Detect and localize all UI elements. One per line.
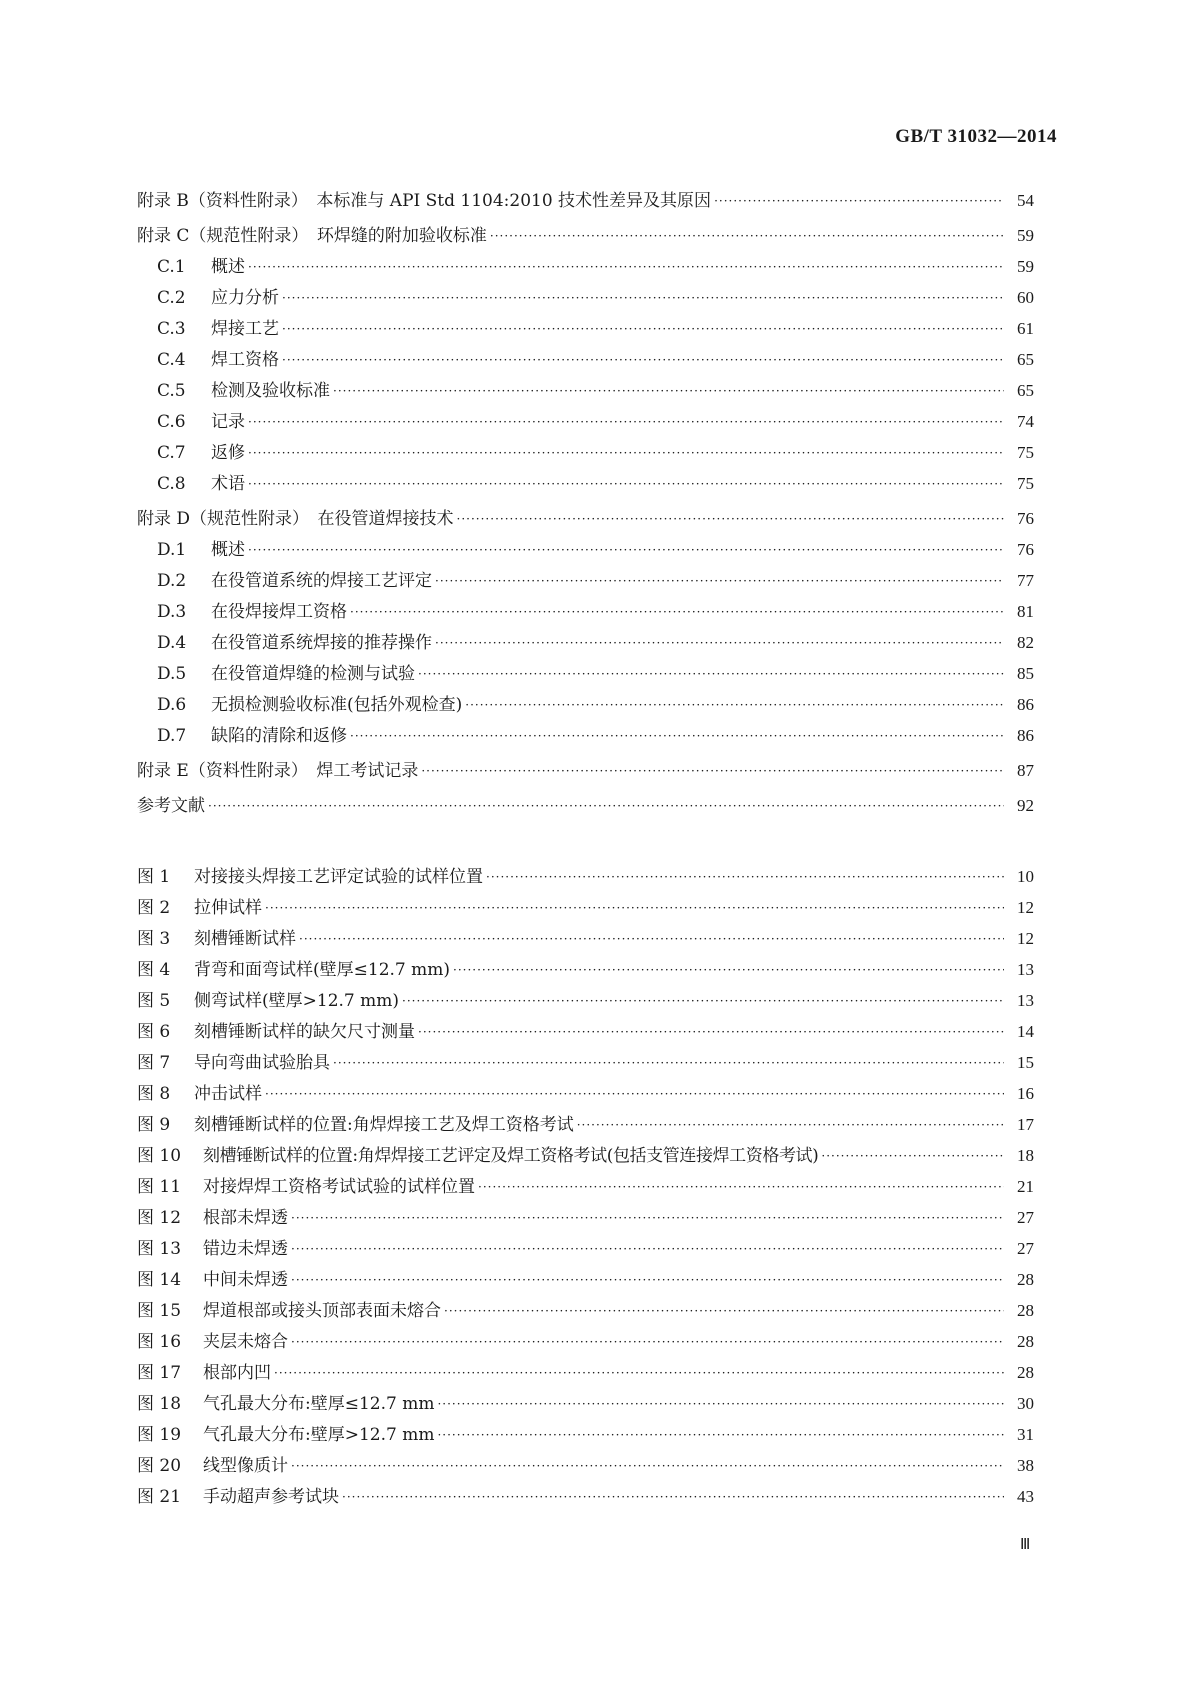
dot-leader	[821, 1146, 1004, 1166]
dot-leader	[402, 991, 1004, 1011]
figure-page: 28	[1017, 1363, 1034, 1382]
figure-entry-11[interactable]	[137, 1166, 1034, 1197]
section-title: 概述	[211, 540, 245, 560]
section-number: C.4	[157, 350, 186, 370]
toc-entry-page: 74	[1017, 412, 1034, 431]
dot-leader	[435, 633, 1004, 653]
table-of-contents	[137, 176, 1034, 1507]
toc-entry-references[interactable]	[137, 781, 1034, 816]
figure-title: 气孔最大分布:壁厚>12.7 mm	[203, 1425, 435, 1445]
dot-leader	[333, 1053, 1004, 1073]
figure-page: 28	[1017, 1301, 1034, 1320]
page-number-footer: Ⅲ	[1020, 1537, 1031, 1553]
figure-entry-10[interactable]	[137, 1135, 1034, 1166]
dot-leader	[291, 1270, 1004, 1290]
toc-entry-d3[interactable]	[137, 591, 1034, 622]
figure-page: 43	[1017, 1487, 1034, 1506]
dot-leader	[478, 1177, 1004, 1197]
figure-entry-12[interactable]	[137, 1197, 1034, 1228]
section-number: C.3	[157, 319, 186, 339]
figure-number: 图 18	[137, 1394, 182, 1414]
figure-title: 根部内凹	[203, 1363, 271, 1383]
section-title: 应力分析	[211, 288, 279, 308]
section-title: 焊接工艺	[211, 319, 279, 339]
figure-title: 根部未焊透	[203, 1208, 288, 1228]
toc-entry-appendix-d[interactable]	[137, 494, 1034, 529]
toc-entry-page: 75	[1017, 443, 1034, 462]
figure-title: 刻槽锤断试样的位置:角焊焊接工艺及焊工资格考试	[194, 1115, 574, 1135]
dot-leader	[291, 1456, 1004, 1476]
section-number: C.2	[157, 288, 186, 308]
toc-entry-c1[interactable]	[137, 246, 1034, 277]
section-gap	[137, 816, 1034, 856]
figure-entry-15[interactable]	[137, 1290, 1034, 1321]
figure-number: 图 6	[137, 1022, 171, 1042]
toc-entry-c2[interactable]	[137, 277, 1034, 308]
figure-number: 图 3	[137, 929, 171, 949]
figure-number: 图 4	[137, 960, 171, 980]
figure-number: 图 11	[137, 1177, 182, 1197]
toc-entry-page: 92	[1017, 796, 1034, 815]
figure-page: 15	[1017, 1053, 1034, 1072]
figure-number: 图 15	[137, 1301, 182, 1321]
dot-leader	[342, 1487, 1004, 1507]
figure-page: 17	[1017, 1115, 1034, 1134]
dot-leader	[435, 571, 1004, 591]
dot-leader	[265, 1084, 1004, 1104]
toc-entry-page: 86	[1017, 726, 1034, 745]
toc-entry-page: 87	[1017, 761, 1034, 780]
section-number: C.8	[157, 474, 186, 494]
dot-leader	[248, 540, 1004, 560]
dot-leader	[486, 867, 1004, 887]
figure-number: 图 1	[137, 867, 171, 887]
dot-leader	[291, 1239, 1004, 1259]
section-title: 术语	[211, 474, 245, 494]
toc-entry-label: 附录 C（规范性附录） 环焊缝的附加验收标准	[137, 226, 487, 246]
figure-page: 21	[1017, 1177, 1034, 1196]
toc-entry-label: 附录 B（资料性附录） 本标准与 API Std 1104:2010 技术性差异及其原因	[137, 191, 712, 211]
toc-entry-label: 附录 D（规范性附录） 在役管道焊接技术	[137, 509, 454, 529]
section-number: D.1	[157, 540, 187, 560]
section-title: 在役管道系统焊接的推荐操作	[211, 633, 432, 653]
section-number: D.7	[157, 726, 187, 746]
toc-entry-page: 61	[1017, 319, 1034, 338]
figure-title: 冲击试样	[194, 1084, 262, 1104]
dot-leader	[457, 509, 1004, 529]
toc-entry-page: 75	[1017, 474, 1034, 493]
section-title: 返修	[211, 443, 245, 463]
figure-entry-21[interactable]	[137, 1476, 1034, 1507]
section-number: D.6	[157, 695, 187, 715]
figure-number: 图 10	[137, 1146, 182, 1166]
section-title: 缺陷的清除和返修	[211, 726, 347, 746]
dot-leader	[265, 898, 1004, 918]
toc-entry-page: 82	[1017, 633, 1034, 652]
figure-title: 导向弯曲试验胎具	[194, 1053, 330, 1073]
dot-leader	[282, 350, 1004, 370]
toc-entry-d7[interactable]	[137, 715, 1034, 746]
figure-entry-5[interactable]	[137, 980, 1034, 1011]
dot-leader	[350, 602, 1004, 622]
figure-entry-19[interactable]	[137, 1414, 1034, 1445]
section-number: C.6	[157, 412, 186, 432]
figure-title: 对接焊焊工资格考试试验的试样位置	[203, 1177, 475, 1197]
section-title: 概述	[211, 257, 245, 277]
dot-leader	[577, 1115, 1004, 1135]
figure-title: 背弯和面弯试样(壁厚≤12.7 mm)	[194, 960, 451, 980]
figure-page: 12	[1017, 898, 1034, 917]
figure-entry-8[interactable]	[137, 1073, 1034, 1104]
figure-title: 对接接头焊接工艺评定试验的试样位置	[194, 867, 483, 887]
section-title: 在役焊接焊工资格	[211, 602, 347, 622]
section-number: D.5	[157, 664, 187, 684]
toc-entry-page: 81	[1017, 602, 1034, 621]
figure-entry-16[interactable]	[137, 1321, 1034, 1352]
toc-entry-page: 76	[1017, 509, 1034, 528]
figure-page: 13	[1017, 960, 1034, 979]
toc-entry-page: 65	[1017, 350, 1034, 369]
toc-entry-d5[interactable]	[137, 653, 1034, 684]
figure-title: 错边未焊透	[203, 1239, 288, 1259]
figure-title: 焊道根部或接头顶部表面未熔合	[203, 1301, 441, 1321]
dot-leader	[248, 257, 1004, 277]
section-title: 记录	[211, 412, 245, 432]
toc-entry-d6[interactable]	[137, 684, 1034, 715]
section-number: D.4	[157, 633, 187, 653]
toc-entry-appendix-c[interactable]	[137, 211, 1034, 246]
toc-entry-d4[interactable]	[137, 622, 1034, 653]
figure-number: 图 17	[137, 1363, 182, 1383]
dot-leader	[453, 960, 1004, 980]
section-number: D.2	[157, 571, 187, 591]
dot-leader	[350, 726, 1004, 746]
toc-entry-c3[interactable]	[137, 308, 1034, 339]
figure-entry-1[interactable]	[137, 856, 1034, 887]
figure-page: 27	[1017, 1239, 1034, 1258]
figure-title: 刻槽锤断试样	[194, 929, 296, 949]
dot-leader	[333, 381, 1004, 401]
figure-title: 夹层未熔合	[203, 1332, 288, 1352]
toc-entry-page: 60	[1017, 288, 1034, 307]
figure-page: 13	[1017, 991, 1034, 1010]
toc-entry-label: 附录 E（资料性附录） 焊工考试记录	[137, 761, 419, 781]
toc-entry-page: 54	[1017, 191, 1034, 210]
figure-entry-9[interactable]	[137, 1104, 1034, 1135]
toc-entry-c6[interactable]	[137, 401, 1034, 432]
toc-entry-c5[interactable]	[137, 370, 1034, 401]
figure-title: 中间未焊透	[203, 1270, 288, 1290]
figure-number: 图 21	[137, 1487, 182, 1507]
section-title: 在役管道焊缝的检测与试验	[211, 664, 415, 684]
figure-entry-17[interactable]	[137, 1352, 1034, 1383]
dot-leader	[418, 664, 1004, 684]
figure-page: 27	[1017, 1208, 1034, 1227]
figure-title: 线型像质计	[203, 1456, 288, 1476]
figure-number: 图 8	[137, 1084, 171, 1104]
toc-entry-c7[interactable]	[137, 432, 1034, 463]
figure-entry-2[interactable]	[137, 887, 1034, 918]
dot-leader	[299, 929, 1004, 949]
section-number: C.7	[157, 443, 186, 463]
toc-entry-d1[interactable]	[137, 529, 1034, 560]
figure-entry-13[interactable]	[137, 1228, 1034, 1259]
dot-leader	[291, 1208, 1004, 1228]
figure-number: 图 5	[137, 991, 171, 1011]
figure-page: 12	[1017, 929, 1034, 948]
dot-leader	[418, 1022, 1004, 1042]
toc-entry-c8[interactable]	[137, 463, 1034, 494]
figure-page: 16	[1017, 1084, 1034, 1103]
figure-number: 图 19	[137, 1425, 182, 1445]
figure-number: 图 2	[137, 898, 171, 918]
toc-entry-c4[interactable]	[137, 339, 1034, 370]
figure-entry-18[interactable]	[137, 1383, 1034, 1414]
section-number: C.1	[157, 257, 186, 277]
dot-leader	[465, 695, 1004, 715]
figure-number: 图 13	[137, 1239, 182, 1259]
figure-title: 拉伸试样	[194, 898, 262, 918]
toc-entry-page: 76	[1017, 540, 1034, 559]
dot-leader	[208, 796, 1004, 816]
toc-entry-page: 65	[1017, 381, 1034, 400]
figure-entry-6[interactable]	[137, 1011, 1034, 1042]
figure-number: 图 20	[137, 1456, 182, 1476]
standard-code-header: GB/T 31032—2014	[895, 126, 1057, 147]
figure-number: 图 16	[137, 1332, 182, 1352]
section-number: D.3	[157, 602, 187, 622]
dot-leader	[437, 1425, 1004, 1445]
toc-entry-d2[interactable]	[137, 560, 1034, 591]
toc-entry-page: 85	[1017, 664, 1034, 683]
figure-title: 侧弯试样(壁厚>12.7 mm)	[194, 991, 400, 1011]
figure-entry-20[interactable]	[137, 1445, 1034, 1476]
toc-entry-page: 77	[1017, 571, 1034, 590]
figure-title: 刻槽锤断试样的位置:角焊焊接工艺评定及焊工资格考试(包括支管连接焊工资格考试)	[203, 1146, 819, 1166]
toc-entry-page: 59	[1017, 257, 1034, 276]
figure-entry-3[interactable]	[137, 918, 1034, 949]
dot-leader	[248, 412, 1004, 432]
toc-entry-page: 59	[1017, 226, 1034, 245]
figure-number: 图 7	[137, 1053, 171, 1073]
dot-leader	[282, 288, 1004, 308]
figure-number: 图 14	[137, 1270, 182, 1290]
figure-page: 28	[1017, 1270, 1034, 1289]
toc-entry-page: 86	[1017, 695, 1034, 714]
figure-number: 图 12	[137, 1208, 182, 1228]
section-title: 在役管道系统的焊接工艺评定	[211, 571, 432, 591]
dot-leader	[291, 1332, 1004, 1352]
dot-leader	[274, 1363, 1004, 1383]
figure-entry-14[interactable]	[137, 1259, 1034, 1290]
dot-leader	[248, 474, 1004, 494]
figure-page: 28	[1017, 1332, 1034, 1351]
figure-entry-7[interactable]	[137, 1042, 1034, 1073]
toc-entry-appendix-e[interactable]	[137, 746, 1034, 781]
figure-page: 14	[1017, 1022, 1034, 1041]
dot-leader	[444, 1301, 1004, 1321]
figure-entry-4[interactable]	[137, 949, 1034, 980]
section-title: 检测及验收标准	[211, 381, 330, 401]
dot-leader	[437, 1394, 1004, 1414]
section-title: 焊工资格	[211, 350, 279, 370]
dot-leader	[714, 191, 1004, 211]
section-number: C.5	[157, 381, 186, 401]
figure-title: 手动超声参考试块	[203, 1487, 339, 1507]
figure-page: 10	[1017, 867, 1034, 886]
dot-leader	[282, 319, 1004, 339]
dot-leader	[421, 761, 1004, 781]
figure-page: 18	[1017, 1146, 1034, 1165]
section-title: 无损检测验收标准(包括外观检查)	[211, 695, 463, 715]
figure-page: 30	[1017, 1394, 1034, 1413]
toc-entry-appendix-b[interactable]	[137, 176, 1034, 211]
figure-title: 刻槽锤断试样的缺欠尺寸测量	[194, 1022, 415, 1042]
figure-number: 图 9	[137, 1115, 171, 1135]
figure-page: 38	[1017, 1456, 1034, 1475]
dot-leader	[490, 226, 1004, 246]
figure-title: 气孔最大分布:壁厚≤12.7 mm	[203, 1394, 435, 1414]
figure-page: 31	[1017, 1425, 1034, 1444]
toc-entry-label: 参考文献	[137, 796, 205, 816]
dot-leader	[248, 443, 1004, 463]
